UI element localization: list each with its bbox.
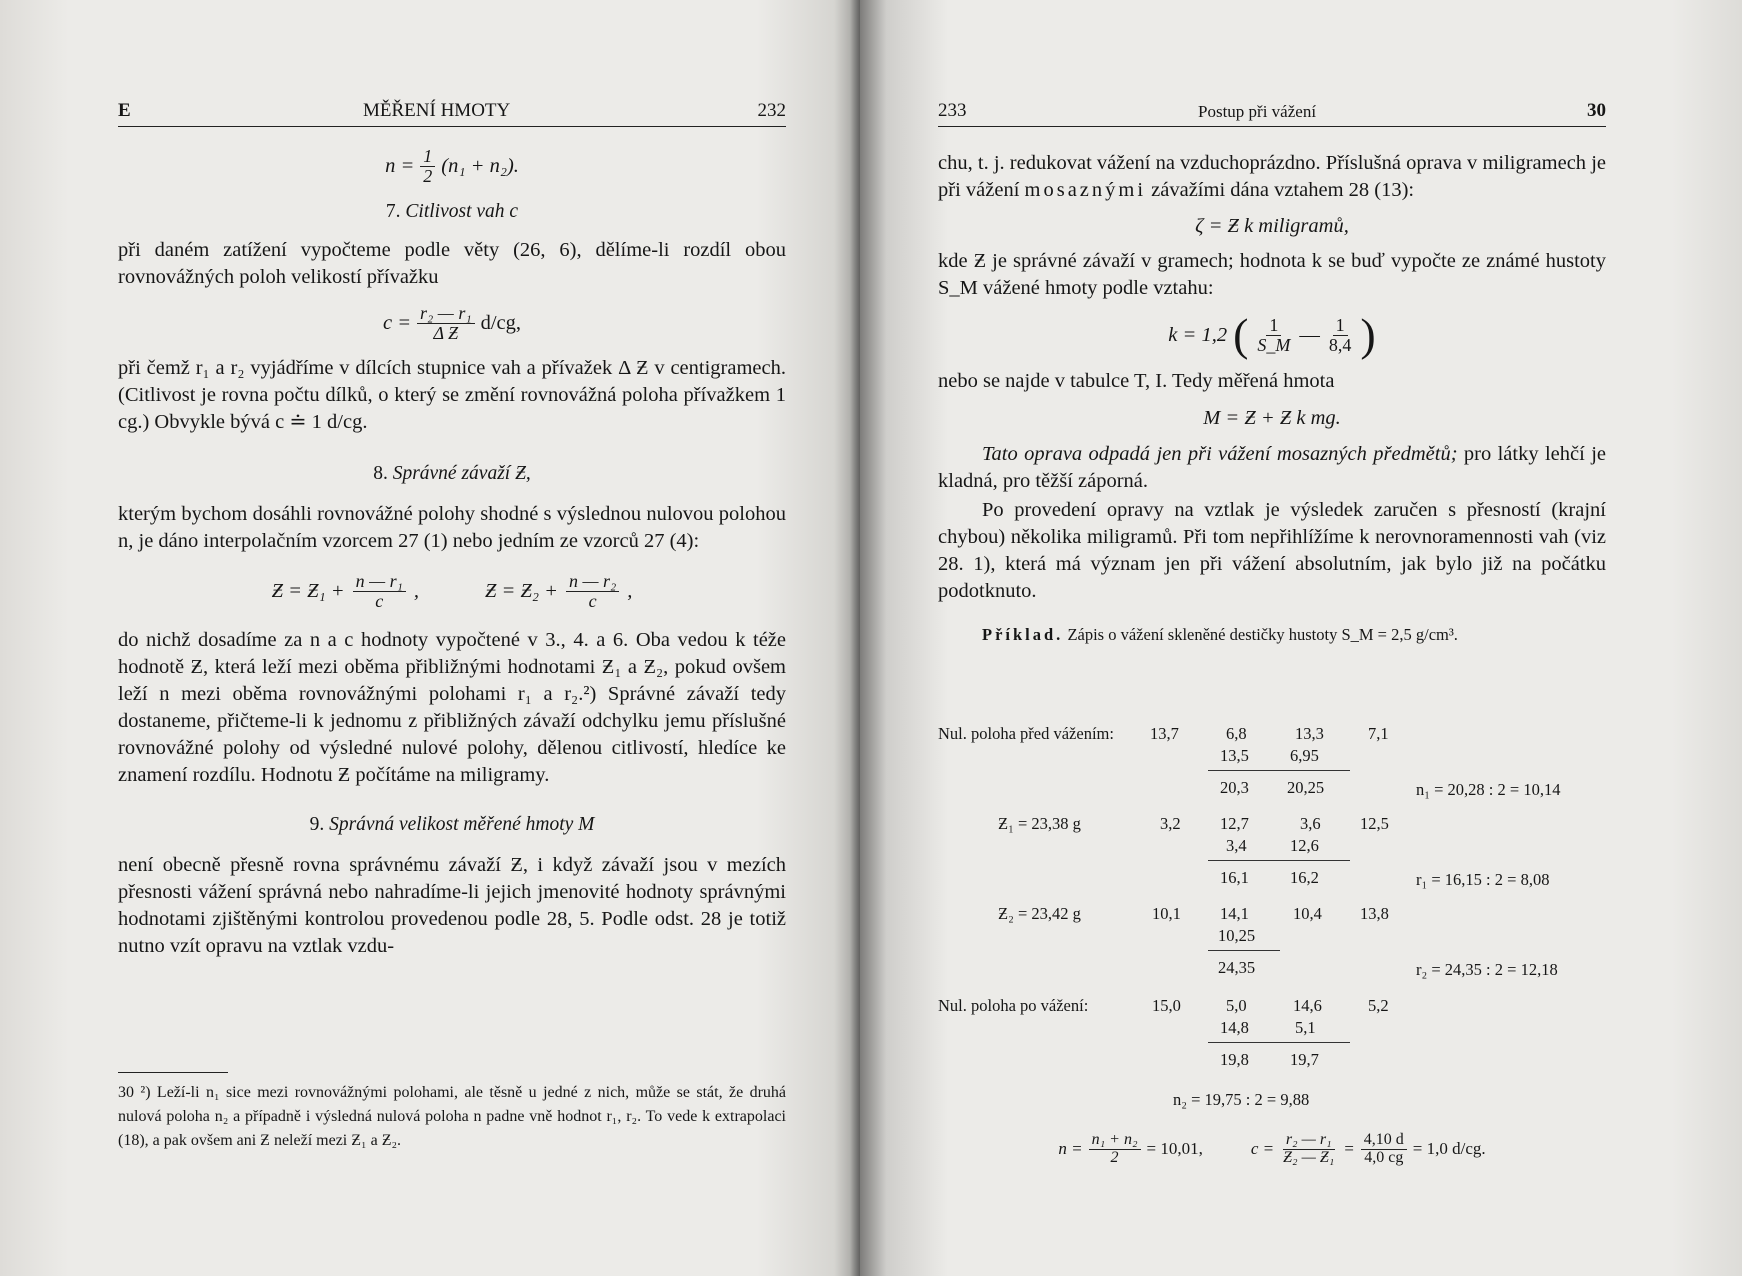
final-formulas: n = $\frac{\text{n₁ + n₂}}{2}$ = 10,01, c = $\frac{\text{r₂ — r₁}}{\text{Ƶ₂ — Ƶ₁}}$ = $\frac{4,10 d}{4,0 cg}$ = 1,0 d/cg. [1058, 1130, 1486, 1166]
paragraph-8b: do nichž dosadíme za n a c hodnoty vypočtené v 3., 4. a 6. Oba vedou k téže hodnotě Ƶ, která leží mezi oběma přibližnými hodnotami Ƶ₁ a Ƶ₂, pokud ovšem leží n mezi oběma rovnovážnými polohami r₁ a r₂.²) Správné závaží tedy dostaneme, přičteme-li k jednomu z přibližných závaží odchylku jemu příslušné rovnovážné polohy od výsledné nulové polohy, dělenou citlivostí, hledíce ke znamení rozdílu. Hodnotu Ƶ počítáme na miligramy. [118, 629, 786, 786]
paragraph-2: kde Ƶ je správné závaží v gramech; hodnota k se buď vypočte ze známé hustoty S_M vážené hmoty podle vztahu: [938, 250, 1606, 299]
formula-n: n = $\frac{1}{2}$ (n₁ + n₂). [385, 145, 519, 186]
paragraph-8: kterým bychom dosáhli rovnovážné polohy shodné s výslednou nulovou polohou n, je dáno interpolačním vzorcem 27 (1) nebo jedním ze vzorců 27 (4): [118, 503, 786, 552]
heading-9: 9. Správná velikost měřené hmoty M [309, 814, 595, 835]
weighing-table: Nul. poloha před vážením: 13,7 6,8 13,3 7,1 13,5 6,95 20,3 20,25 n₁ = 20,28 : 2 = 10,14 Ƶ₁ = 23,38 g 3,2 12,7 3,6 12,5 3,4 12,6 16,1 16,2 r₁ = 16,15 : 2 = 8,08 Ƶ₂ = 23,42 g 10,1 14,1 10,4 13,8 10,25 24,35 r₂ = 24,35 : 2 = 12,18 Nul. poloha po vážení: 15,0 5,0 14,6 5,2 14,8 5,1 19,8 19,7 n₂ = 19,75 : 2 = 9,88 [938, 724, 1561, 1109]
left-page [0, 0, 860, 1276]
paragraph-7b: při čemž r₁ a r₂ vyjádříme v dílcích stupnice vah a přívažek Δ Ƶ v centigramech. (Citlivost je rovna počtu dílků, o který se změní rovnovážná poloha přívažkem 1 cg.) Obvykle bývá c ≐ 1 d/cg. [118, 357, 786, 433]
right-body [938, 150, 1606, 648]
section-number: 30 [1587, 100, 1606, 121]
chapter-title: Postup při vážení [1198, 102, 1317, 121]
paragraph-9: není obecně přesně rovna správnému závaží Ƶ, i když závaží jsou v mezích přesnosti vážení správná nebo nahradíme-li jejich jmenovité hodnoty správnými hodnotami zjištěnými kontrolou provedenou podle 28, 5. Podle odst. 28 je totiž nutno vzít opravu na vztlak vzdu- [118, 854, 786, 957]
footnote-rule [118, 1072, 228, 1073]
footnote: 30 ²) Leží-li n₁ sice mezi rovnovážnými polohami, ale těsně u jedné z nich, může se stát, že druhá nulová poloha n₂ a případně i výsledná nulová poloha n padne vně hodnot r₁, r₂. To vede k extrapolaci (18), a pak ovšem ani Ƶ neleží mezi Ƶ₁ a Ƶ₂. [118, 1084, 786, 1149]
right-page [860, 0, 1742, 1276]
formula-z: Ƶ = Ƶ₁ + $\frac{\text{n — r₁}}{c}$ , Ƶ = Ƶ₂ + $\frac{\text{n — r₂}}{c}$ , [271, 570, 633, 611]
formula-c: c = $\frac{\text{r₂ — r₁}}{\text{Δ Ƶ}}$ d/cg, [382, 302, 521, 343]
page-number: 233 [938, 100, 967, 121]
formula-M: M = Ƶ + Ƶ k mg. [1203, 406, 1341, 429]
formula-zeta: ζ = Ƶ k miligramů, [1195, 214, 1349, 237]
heading-7: 7. Citlivost vah c [385, 201, 519, 222]
chapter-title: MĚŘENÍ HMOTY [363, 100, 511, 121]
heading-8: 8. Správné závaží Ƶ, [373, 463, 531, 484]
paragraph-4: Tato oprava odpadá jen při vážení mosazných předmětů; pro látky lehčí je kladná, pro těžší záporná. [938, 443, 1607, 492]
paragraph-7: při daném zatížení vypočteme podle věty (26, 6), dělíme-li rozdíl obou rovnovážných poloh velikostí přívažku [118, 239, 786, 288]
paragraph-1: chu, t. j. redukovat vážení na vzduchoprázdno. Příslušná oprava v miligramech je při vážení mosaznými závažími dána vztahem 28 (13): [938, 152, 1606, 201]
left-running-header [118, 96, 786, 127]
example-caption: Příklad. Zápis o vážení skleněné destičky hustoty S_M = 2,5 g/cm³. [982, 625, 1458, 644]
left-body [118, 140, 786, 960]
section-letter: E [118, 100, 131, 121]
paragraph-5: Po provedení opravy na vztlak je výsledek zaručen s přesností (krajní chybou) několika miligramů. Při tom nepřihlížíme k nerovnoramennosti vah (viz 28. 1), která má význam jen při vážení absolutním, jak bylo již na počátku podotknuto. [938, 499, 1606, 602]
right-running-header [938, 96, 1606, 127]
paragraph-3: nebo se najde v tabulce T, I. Tedy měřená hmota [938, 370, 1335, 392]
formula-k: k = 1,2 ( $\frac{1}{S\_M}$ — $\frac{1}{8,4}$ ) [1168, 309, 1376, 360]
page-number: 232 [757, 100, 786, 121]
